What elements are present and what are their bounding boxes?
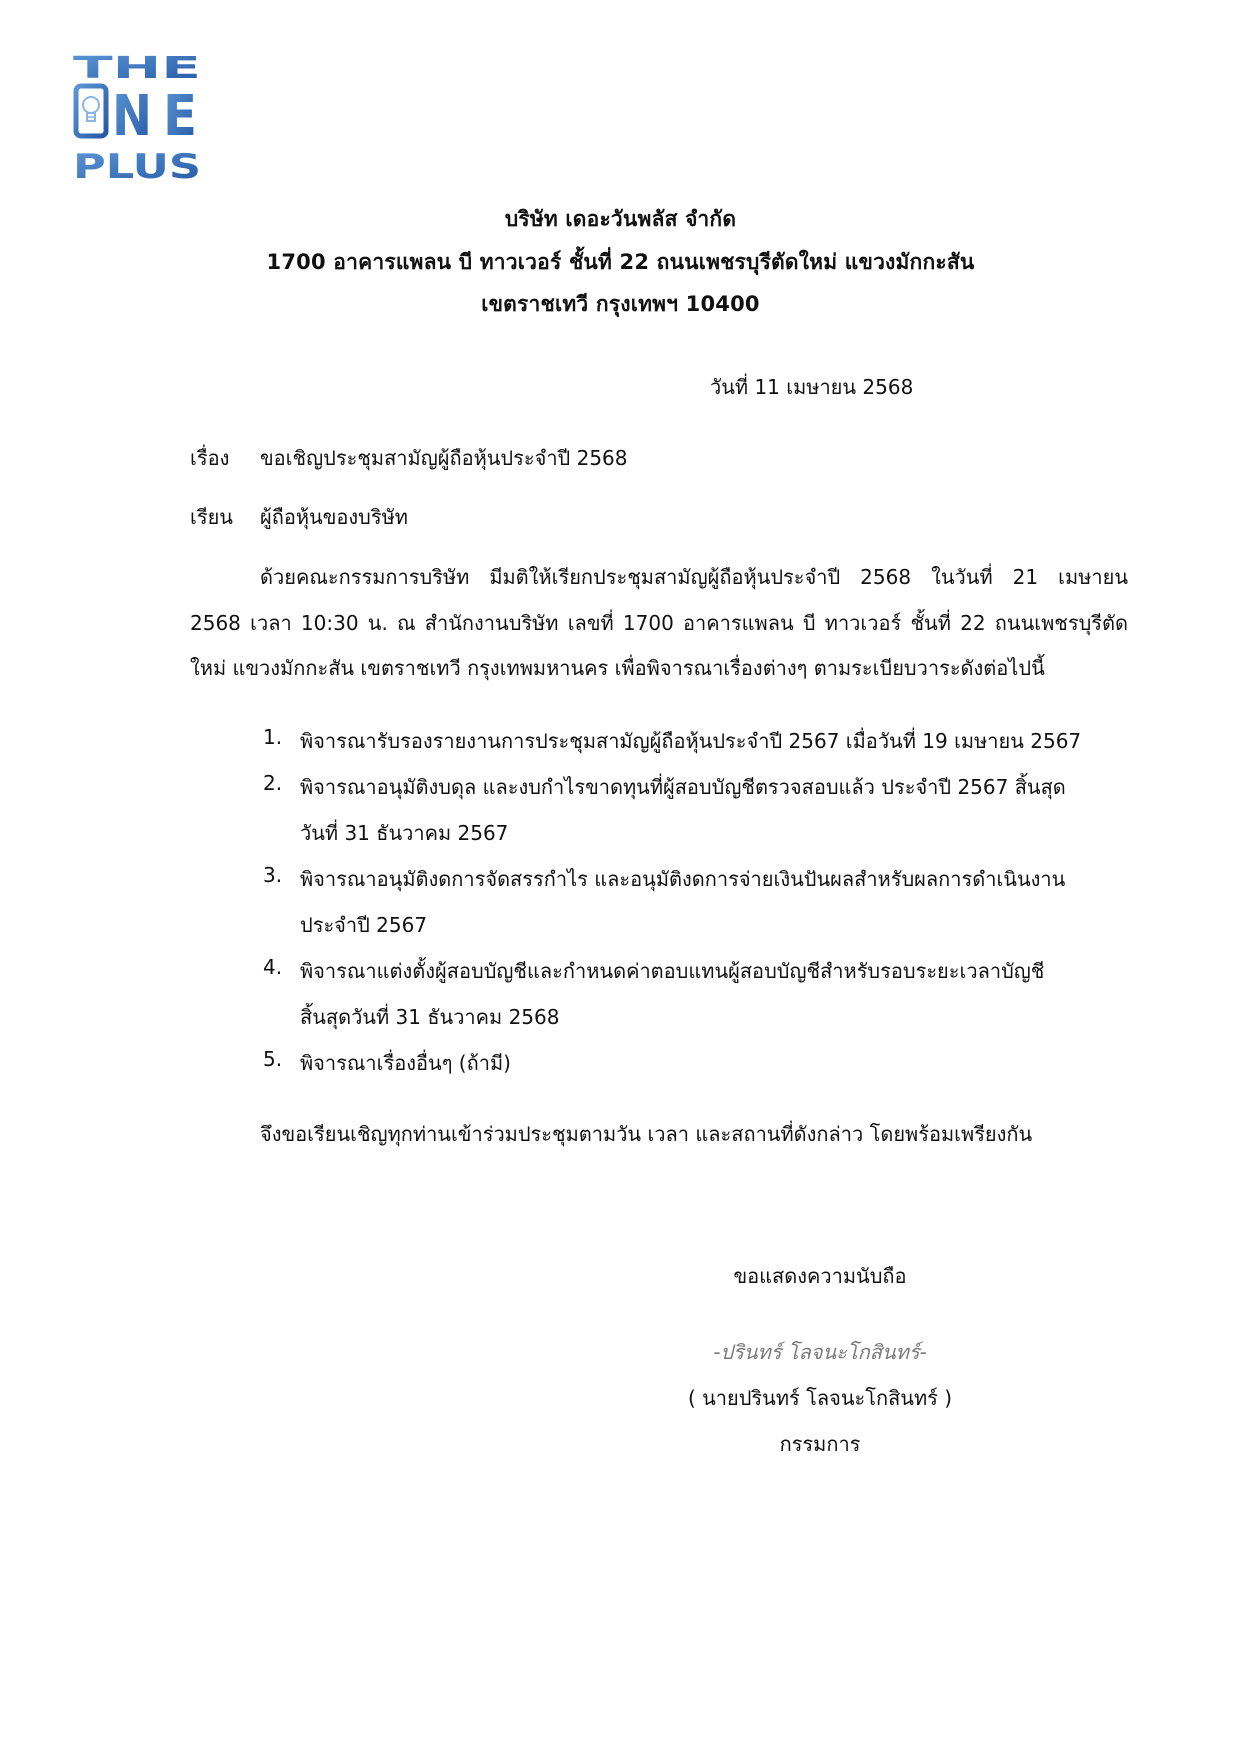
lightbulb-icon — [76, 86, 106, 136]
subject-text: ขอเชิญประชุมสามัญผู้ถือหุ้นประจำปี 2568 — [260, 446, 628, 470]
company-address-line2: เขตราชเทวี กรุงเทพฯ 10400 — [481, 292, 760, 316]
letter-date: วันที่ 11 เมษายน 2568 — [710, 375, 914, 399]
subject-label: เรื่อง — [190, 446, 230, 470]
logo-line-the: THE — [73, 51, 201, 86]
agenda-number: 3. — [263, 863, 283, 887]
agenda-number: 1. — [263, 725, 283, 749]
recipient-label: เรียน — [190, 505, 233, 529]
signature: -ปรินทร์ โลจนะโกสินทร์- — [713, 1340, 927, 1364]
regards: ขอแสดงความนับถือ — [733, 1264, 907, 1288]
intro-line-2: 2568 เวลา 10:30 น. ณ สำนักงานบริษัท เลขที่ 1700 อาคารแพลน บี ทาวเวอร์ ชั้นที่ 22 ถนนเพชรบุรีตัด — [190, 611, 1128, 635]
logo-letter-n: N — [112, 84, 152, 149]
agenda-item-4-line-1: พิจารณาแต่งตั้งผู้สอบบัญชีและกำหนดค่าตอบแทนผู้สอบบัญชีสำหรับรอบระยะเวลาบัญชี — [300, 959, 1045, 983]
company-name: บริษัท เดอะวันพลัส จำกัด — [504, 207, 737, 231]
agenda-item-4-line-2: สิ้นสุดวันที่ 31 ธันวาคม 2568 — [300, 1005, 560, 1029]
agenda-item-2-line-1: พิจารณาอนุมัติงบดุล และงบกำไรขาดทุนที่ผู้สอบบัญชีตรวจสอบแล้ว ประจำปี 2567 สิ้นสุด — [300, 775, 1066, 799]
agenda-item-3-line-1: พิจารณาอนุมัติงดการจัดสรรกำไร และอนุมัติงดการจ่ายเงินปันผลสำหรับผลการดำเนินงาน — [300, 867, 1066, 891]
signer-position: กรรมการ — [779, 1432, 861, 1456]
agenda-item-1-line-1: พิจารณารับรองรายงานการประชุมสามัญผู้ถือหุ้นประจำปี 2567 เมื่อวันที่ 19 เมษายน 2567 — [300, 729, 1082, 753]
signer-name: ( นายปรินทร์ โลจนะโกสินทร์ ) — [687, 1386, 953, 1410]
company-logo — [70, 50, 204, 184]
agenda-item-5-line-1: พิจารณาเรื่องอื่นๆ (ถ้ามี) — [300, 1051, 511, 1075]
agenda-number: 5. — [263, 1047, 283, 1071]
closing-text: จึงขอเรียนเชิญทุกท่านเข้าร่วมประชุมตามวัน เวลา และสถานที่ดังกล่าว โดยพร้อมเพรียงกัน — [260, 1122, 1033, 1146]
recipient-text: ผู้ถือหุ้นของบริษัท — [260, 505, 408, 529]
agenda-number: 4. — [263, 955, 283, 979]
intro-line-3: ใหม่ แขวงมักกะสัน เขตราชเทวี กรุงเทพมหานคร เพื่อพิจารณาเรื่องต่างๆ ตามระเบียบวาระดังต่อไปนี้ — [190, 656, 1045, 680]
logo-letter-e: E — [163, 84, 197, 149]
agenda-item-3-line-2: ประจำปี 2567 — [300, 913, 428, 937]
intro-line-1: ด้วยคณะกรรมการบริษัท มีมติให้เรียกประชุมสามัญผู้ถือหุ้นประจำปี 2568 ในวันที่ 21 เมษายน — [260, 565, 1128, 589]
logo-line-plus: PLUS — [73, 147, 201, 184]
agenda-item-2-line-2: วันที่ 31 ธันวาคม 2567 — [300, 821, 509, 845]
company-address-line1: 1700 อาคารแพลน บี ทาวเวอร์ ชั้นที่ 22 ถนนเพชรบุรีตัดใหม่ แขวงมักกะสัน — [266, 250, 975, 274]
agenda-number: 2. — [263, 771, 283, 795]
